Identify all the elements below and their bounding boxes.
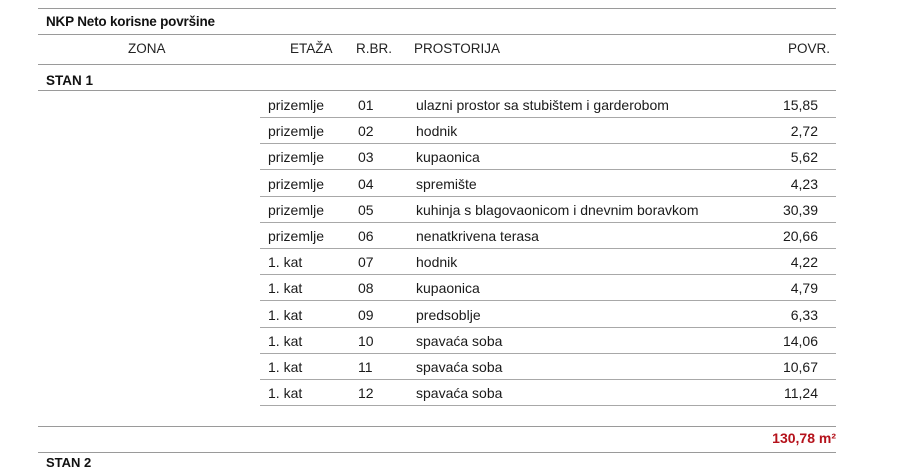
- table-row: [38, 223, 836, 249]
- cell-prostorija: spremište: [416, 175, 477, 192]
- cell-povr: 4,23: [790, 175, 818, 192]
- cell-rbr: 09: [358, 306, 374, 323]
- cell-etaza: 1. kat: [268, 254, 303, 271]
- table-row: [38, 328, 836, 354]
- table-row: [38, 197, 836, 223]
- cell-etaza: prizemlje: [268, 123, 325, 140]
- cell-rbr: 11: [358, 359, 373, 375]
- cell-etaza: 1. kat: [268, 359, 303, 375]
- cell-etaza: 1. kat: [268, 306, 303, 323]
- table-title: NKP Neto korisne površine: [46, 14, 215, 29]
- cell-povr: 2,72: [790, 123, 818, 140]
- section-rule: [38, 90, 836, 91]
- cell-rbr: 12: [358, 385, 374, 402]
- table-row: [38, 275, 836, 301]
- cell-povr: 6,33: [790, 306, 818, 323]
- cell-prostorija: spavaća soba: [416, 385, 503, 402]
- cell-etaza: 1. kat: [268, 332, 303, 349]
- cell-povr: 11,24: [784, 385, 818, 402]
- cell-povr: 15,85: [782, 97, 818, 113]
- header-etaza: ETAŽA: [290, 41, 333, 56]
- section-label: STAN 1: [46, 73, 94, 88]
- table-row: [38, 354, 836, 380]
- cell-povr: 30,39: [782, 201, 818, 218]
- cell-povr: 14,06: [782, 332, 818, 349]
- header-rbr: R.BR.: [356, 41, 393, 56]
- cell-etaza: 1. kat: [268, 280, 303, 297]
- cell-rbr: 01: [358, 97, 374, 113]
- table-row: [38, 144, 836, 170]
- total-rule: [38, 426, 836, 427]
- cell-rbr: 02: [358, 123, 374, 140]
- cell-etaza: 1. kat: [268, 385, 303, 402]
- table-row: [38, 92, 836, 118]
- cell-povr: 4,79: [790, 280, 818, 297]
- next-section-label: STAN 2: [46, 455, 92, 470]
- header-prostorija: PROSTORIJA: [414, 41, 501, 56]
- cell-povr: 10,67: [782, 359, 818, 375]
- cell-rbr: 06: [358, 228, 374, 244]
- cell-rbr: 05: [358, 201, 374, 218]
- cell-prostorija: kuhinja s blagovaonicom i dnevnim boravkom: [416, 201, 699, 218]
- header-povr: POVR.: [788, 41, 831, 56]
- table-row: [38, 380, 836, 406]
- cell-povr: 20,66: [782, 228, 818, 244]
- cell-etaza: prizemlje: [268, 149, 325, 166]
- cell-povr: 5,62: [790, 149, 818, 166]
- row-rule: [260, 405, 836, 406]
- cell-prostorija: nenatkrivena terasa: [416, 228, 539, 244]
- cell-prostorija: spavaća soba: [416, 332, 503, 349]
- total-area: 130,78 m²: [772, 430, 836, 446]
- cell-etaza: prizemlje: [268, 97, 325, 113]
- cell-prostorija: hodnik: [416, 254, 458, 271]
- title-rule: [38, 34, 836, 35]
- cell-rbr: 03: [358, 149, 374, 166]
- cell-etaza: prizemlje: [268, 201, 325, 218]
- cell-prostorija: hodnik: [416, 123, 458, 140]
- top-rule: [38, 8, 836, 9]
- cell-rbr: 08: [358, 280, 374, 297]
- bottom-rule: [38, 452, 836, 453]
- cell-rbr: 04: [358, 175, 374, 192]
- cell-rbr: 07: [358, 254, 374, 271]
- cell-povr: 4,22: [790, 254, 818, 271]
- cell-etaza: prizemlje: [268, 228, 325, 244]
- cell-prostorija: ulazni prostor sa stubištem i garderobom: [416, 97, 669, 113]
- cell-prostorija: kupaonica: [416, 149, 480, 166]
- cell-prostorija: predsoblje: [416, 306, 481, 323]
- table-row: [38, 302, 836, 328]
- table-row: [38, 249, 836, 275]
- cell-etaza: prizemlje: [268, 175, 325, 192]
- table-row: [38, 171, 836, 197]
- cell-prostorija: spavaća soba: [416, 359, 503, 375]
- header-rule: [38, 64, 836, 65]
- header-zona: ZONA: [128, 41, 166, 56]
- cell-prostorija: kupaonica: [416, 280, 480, 297]
- table-row: [38, 118, 836, 144]
- cell-rbr: 10: [358, 332, 374, 349]
